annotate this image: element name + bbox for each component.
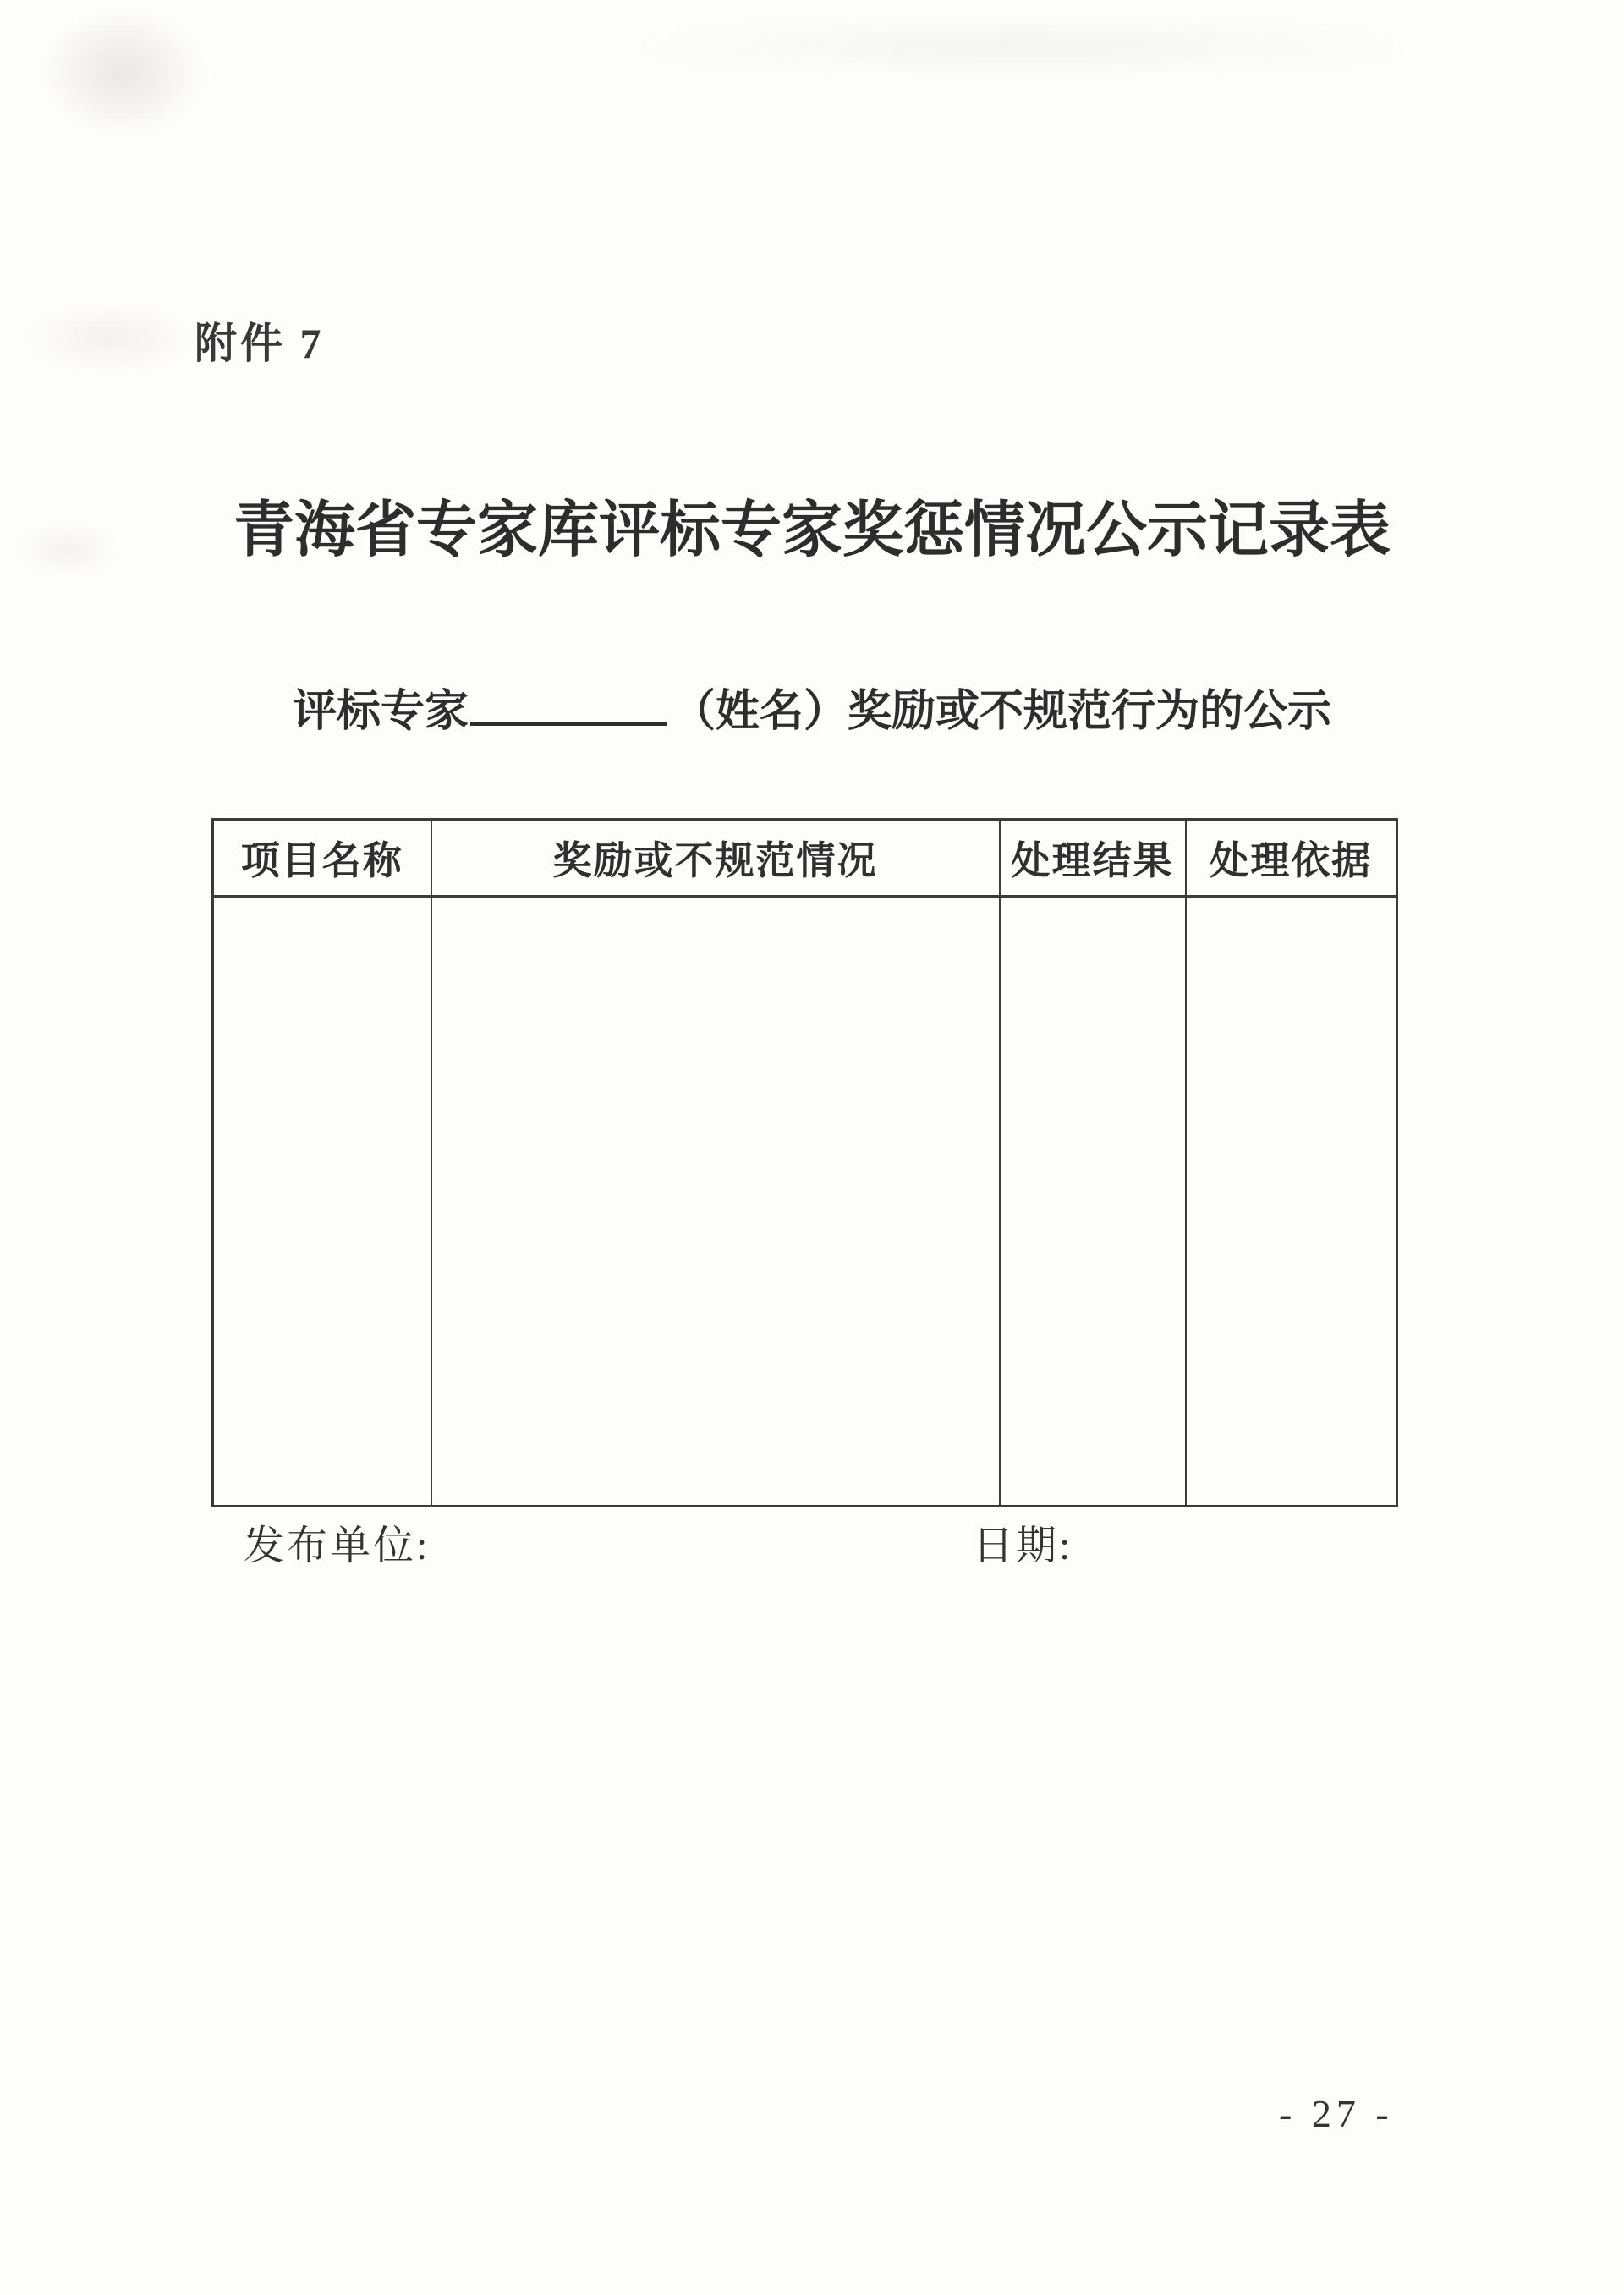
document-title: 青海省专家库评标专家奖惩情况公示记录表 — [233, 497, 1391, 564]
date-label: 日期: — [973, 1524, 1073, 1568]
cell-reward-or-irregularity — [431, 897, 1000, 1507]
document-subtitle — [0, 675, 1624, 738]
header-project-name: 项目名称 — [213, 820, 431, 897]
table-header-row — [213, 820, 1397, 897]
name-blank-underline — [470, 678, 667, 726]
subtitle-suffix: （姓名）奖励或不规范行为的公示 — [672, 688, 1332, 736]
subtitle-prefix: 评标专家 — [292, 688, 469, 736]
reward-punishment-record-table — [211, 818, 1398, 1507]
scan-artifact — [42, 8, 203, 135]
table-row — [213, 897, 1397, 1507]
header-handling-result: 处理结果 — [1000, 820, 1186, 897]
publisher-label: 发布单位: — [244, 1524, 431, 1568]
footer-line — [0, 1513, 1624, 1568]
cell-handling-basis — [1186, 897, 1397, 1507]
header-reward-or-irregularity: 奖励或不规范情况 — [431, 820, 1000, 897]
header-handling-basis: 处理依据 — [1186, 820, 1397, 897]
cell-project-name — [213, 897, 431, 1507]
attachment-number-label: 附件 7 — [195, 320, 325, 367]
page-number: - 27 - — [1279, 2092, 1394, 2135]
scan-artifact — [25, 305, 195, 372]
cell-handling-result — [1000, 897, 1186, 1507]
scan-artifact — [643, 17, 1404, 76]
